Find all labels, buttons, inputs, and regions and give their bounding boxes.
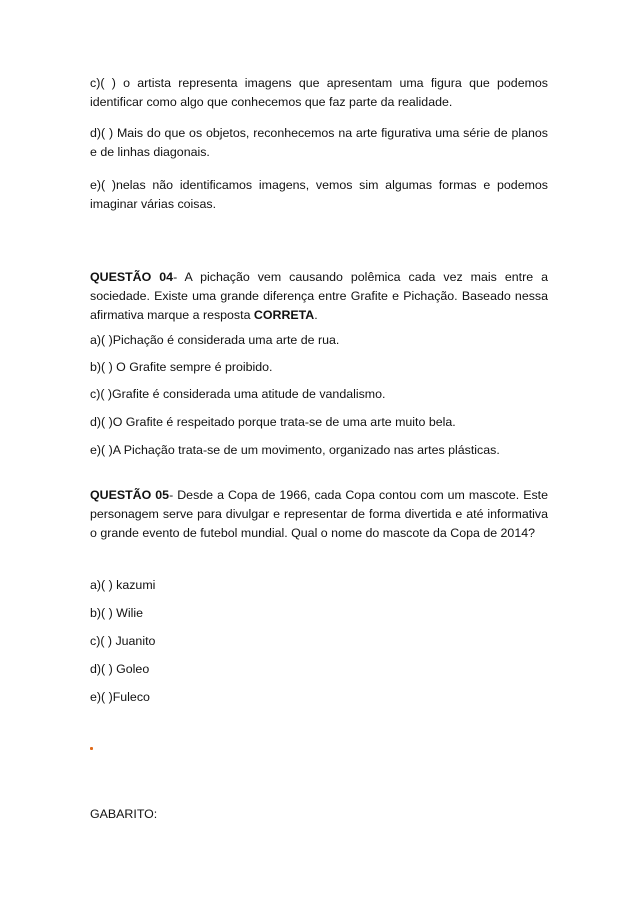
q5-option-e: e)( )Fuleco: [90, 690, 150, 704]
q4-option-e: e)( )A Pichação trata-se de um movimento, organizado nas artes plásticas.: [90, 443, 500, 457]
q5-option-d: d)( ) Goleo: [90, 662, 150, 676]
q4-option-a: a)( )Pichação é considerada uma arte de rua.: [90, 333, 340, 347]
q5-statement: [90, 486, 548, 543]
q5-option-a: a)( ) kazumi: [90, 578, 156, 592]
stray-mark: [90, 747, 93, 750]
q4-statement: [90, 268, 548, 325]
q4-option-d: d)( )O Grafite é respeitado porque trata-se de uma arte muito bela.: [90, 415, 456, 429]
q5-option-c: c)( ) Juanito: [90, 634, 156, 648]
q3-option-c: c)( ) o artista representa imagens que apresentam uma figura que podemos identificar como algo que conhecemos que faz parte da realidade.: [90, 76, 548, 109]
q3-option-e: e)( )nelas não identificamos imagens, vemos sim algumas formas e podemos imaginar várias coisas.: [90, 178, 548, 211]
q5-option-b: b)( ) Wilie: [90, 606, 143, 620]
answer-key-label: GABARITO:: [90, 807, 158, 821]
q4-label: QUESTÃO 04: [90, 270, 174, 284]
q5-text: - Desde a Copa de 1966, cada Copa contou com um mascote. Este personagem serve para divulgar e representar de forma divertida e até informativa o grande evento de futebol mundial. Qual o nome do mascote da Copa de 2014?: [90, 488, 548, 540]
q4-emphasis: CORRETA: [253, 308, 315, 322]
q4-option-c: c)( )Grafite é considerada uma atitude de vandalismo.: [90, 387, 386, 401]
q4-option-b: b)( ) O Grafite sempre é proibido.: [90, 360, 273, 374]
q3-option-d: d)( ) Mais do que os objetos, reconhecemos na arte figurativa uma série de planos e de linhas diagonais.: [90, 126, 548, 159]
q4-text-before: - A pichação vem causando polêmica cada vez mais entre a sociedade. Existe uma grande diferença entre Grafite e Pichação. Baseado nessa afirmativa marque a resposta: [90, 270, 548, 322]
q5-label: QUESTÃO 05: [90, 488, 170, 502]
q4-text-after: .: [314, 308, 318, 322]
